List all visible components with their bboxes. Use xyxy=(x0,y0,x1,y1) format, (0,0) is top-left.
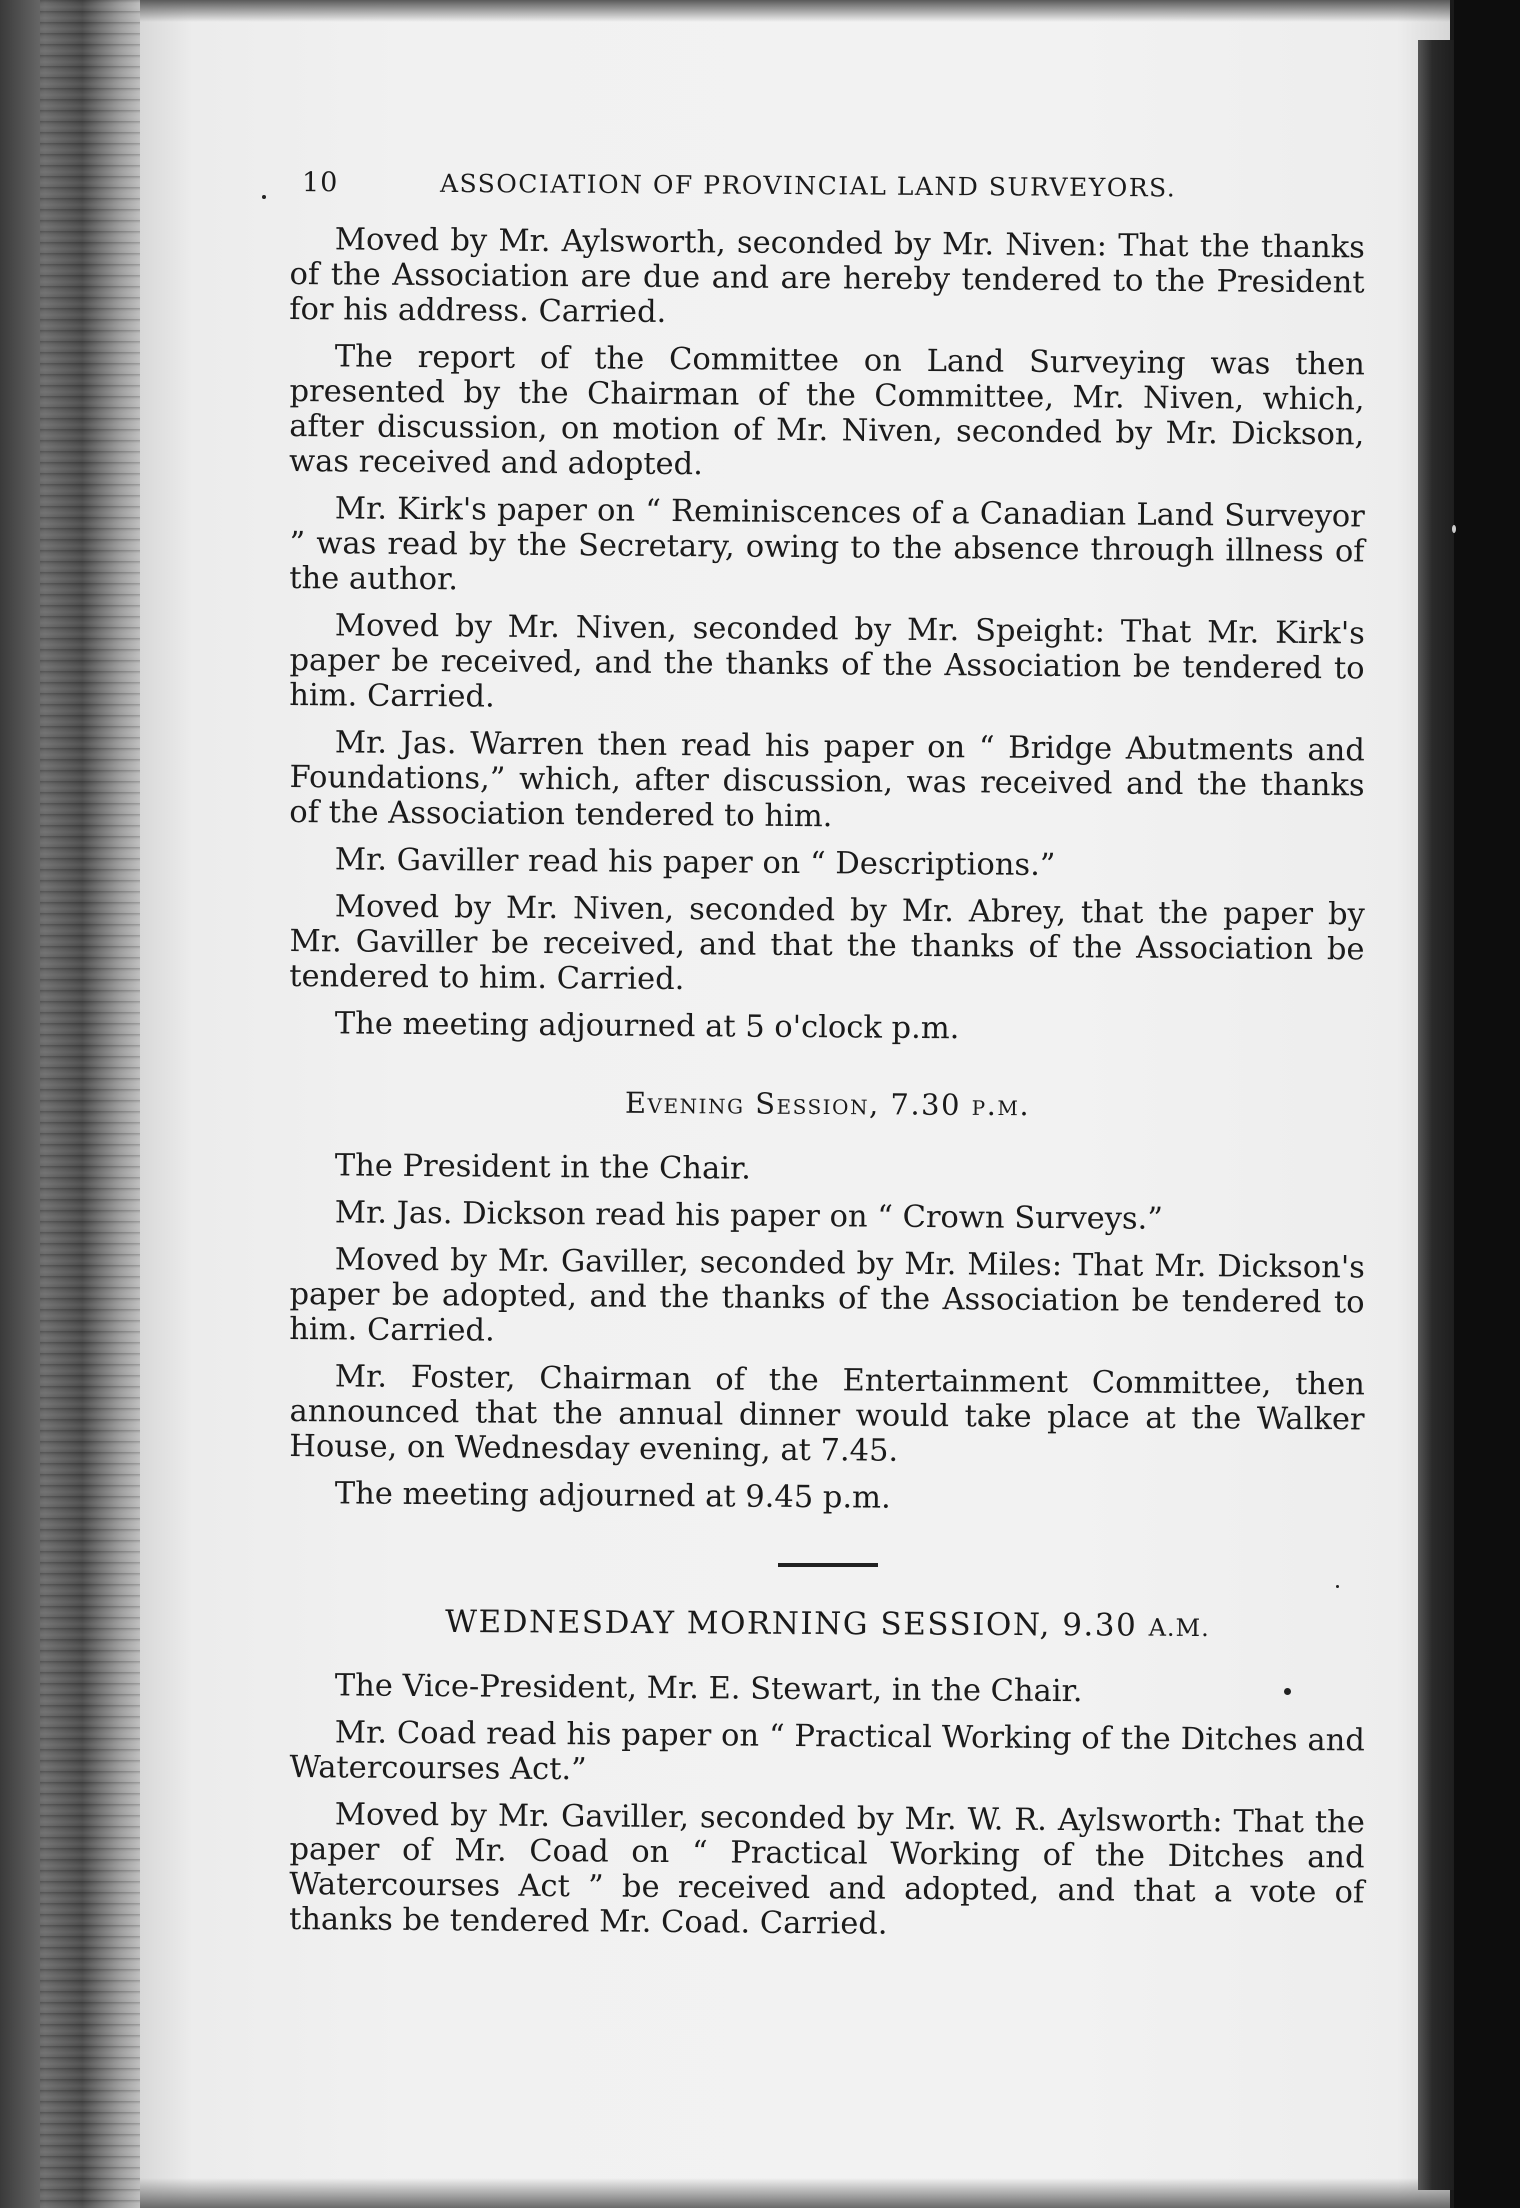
evening-minutes xyxy=(289,1148,1365,1516)
paragraph: Moved by Mr. Niven, seconded by Mr. Abrey, that the paper by Mr. Gaviller be received, and that the thanks of the Association be tendered to him. Carried. xyxy=(289,889,1365,998)
right-page-edge xyxy=(1418,40,1454,2190)
paragraph: Moved by Mr. Gaviller, seconded by Mr. Miles: That Mr. Dickson's paper be adopted, and the thanks of the Association be tendered to him. Carried. xyxy=(289,1242,1365,1349)
paragraph: The report of the Committee on Land Surveying was then presented by the Chairman of the Committee, Mr. Niven, which, after discussion, on motion of Mr. Niven, seconded by Mr. Dickson, was received and adopted. xyxy=(288,339,1365,483)
paragraph: Moved by Mr. Niven, seconded by Mr. Speight: That Mr. Kirk's paper be received, and the thanks of the Association be tendered to him. Carried. xyxy=(289,608,1365,715)
paragraph: Mr. Jas. Dickson read his paper on “ Crown Surveys.” xyxy=(334,1195,1164,1237)
paragraph: Moved by Mr. Gaviller, seconded by Mr. W. R. Aylsworth: That the paper of Mr. Coad on “ Practical Working of the Ditches and Watercourses Act ” be received and adopted, and that a vote of thanks be tendered Mr. Coad. Carried. xyxy=(288,1797,1365,1942)
scan-background xyxy=(1454,0,1520,2208)
wednesday-heading-title: WEDNESDAY MORNING SESSION, xyxy=(445,1603,1051,1644)
scan-speck xyxy=(262,195,266,199)
top-shadow xyxy=(140,0,1450,22)
evening-session-heading: Evening Session, 7.30 p.m. xyxy=(624,1085,1031,1123)
wednesday-heading-time: 9.30 xyxy=(1062,1607,1138,1644)
scan-speck xyxy=(1452,525,1456,533)
paragraph: The Vice-President, Mr. E. Stewart, in the Chair. xyxy=(334,1668,1083,1710)
bottom-shadow xyxy=(140,2178,1450,2208)
page-text xyxy=(290,165,1365,1949)
paragraph: Mr. Jas. Warren then read his paper on “ Bridge Abutments and Foundations,” which, after discussion, was received and the thanks of the Association tendered to him. xyxy=(289,725,1365,835)
page-number: 10 xyxy=(301,167,339,199)
wednesday-session-heading xyxy=(290,1604,1365,1647)
wednesday-heading-suffix: A.M. xyxy=(1148,1613,1210,1643)
running-head xyxy=(290,165,1365,207)
binding-texture xyxy=(40,0,150,2208)
paragraph: Moved by Mr. Aylsworth, seconded by Mr. Niven: That the thanks of the Association are due and are hereby tendered to the President for his address. Carried. xyxy=(289,222,1365,330)
section-divider xyxy=(778,1563,878,1567)
paragraph: Mr. Gaviller read his paper on “ Descriptions.” xyxy=(334,842,1056,884)
paragraph: The meeting adjourned at 9.45 p.m. xyxy=(334,1476,891,1516)
paragraph: The meeting adjourned at 5 o'clock p.m. xyxy=(334,1006,960,1047)
afternoon-minutes xyxy=(288,222,1365,1047)
paragraph: The President in the Chair. xyxy=(334,1148,752,1187)
paragraph: Mr. Coad read his paper on “ Practical Working of the Ditches and Watercourses Act.” xyxy=(289,1715,1365,1788)
paragraph: Mr. Foster, Chairman of the Entertainment Committee, then announced that the annual dinner would take place at the Walker House, on Wednesday evening, at 7.45. xyxy=(289,1359,1365,1469)
paragraph: Mr. Kirk's paper on “ Reminiscences of a Canadian Land Surveyor ” was read by the Secretary, owing to the absence through illness of the author. xyxy=(289,491,1365,598)
wednesday-minutes xyxy=(288,1668,1365,1942)
running-head-title: ASSOCIATION OF PROVINCIAL LAND SURVEYORS. xyxy=(439,168,1177,203)
